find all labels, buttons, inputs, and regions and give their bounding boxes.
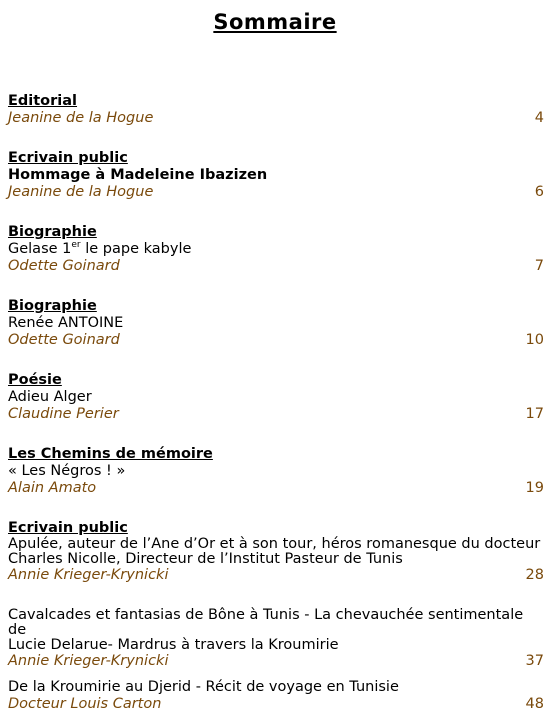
- page-number: 17: [525, 406, 544, 422]
- author-name: Odette Goinard: [8, 258, 120, 274]
- subject-text-continued: le pape kabyle: [80, 241, 192, 257]
- page-number: 19: [525, 480, 544, 496]
- author-name: Claudine Perier: [8, 406, 119, 422]
- page-title: Sommaire: [213, 10, 337, 34]
- author-row: [8, 696, 544, 713]
- author-name: Odette Goinard: [8, 332, 120, 348]
- toc-entry-chemins-de-memoire[interactable]: [8, 446, 544, 497]
- article-subject: De la Kroumirie au Djerid - Récit de voyage en Tunisie: [8, 679, 399, 695]
- author-name: Docteur Louis Carton: [8, 696, 162, 712]
- page-number: 37: [525, 653, 544, 669]
- page-number: 28: [525, 567, 544, 583]
- author-row: [8, 480, 544, 497]
- page-number: 6: [534, 184, 544, 200]
- article-subject-line1: Cavalcades et fantasias de Bône à Tunis - La chevauchée sentimentale de: [8, 607, 524, 638]
- toc-entry-biographie-gelase[interactable]: [8, 224, 544, 275]
- section-heading: Biographie: [8, 224, 97, 240]
- subject-text: Gelase 1: [8, 241, 72, 257]
- article-subject-line2: Lucie Delarue- Mardrus à travers la Kroumirie: [8, 637, 339, 653]
- section-heading: Ecrivain public: [8, 150, 128, 166]
- author-name: Jeanine de la Hogue: [8, 110, 154, 126]
- toc-entry-cavalcades[interactable]: [8, 608, 544, 670]
- toc-entry-poesie[interactable]: [8, 372, 544, 423]
- page-number: 48: [525, 696, 544, 712]
- author-row: [8, 406, 544, 423]
- author-row: [8, 258, 544, 275]
- article-subject: « Les Négros ! »: [8, 463, 126, 479]
- subject-superscript: er: [71, 240, 81, 251]
- author-row: [8, 653, 544, 670]
- author-name: Alain Amato: [8, 480, 97, 496]
- article-subject: Renée ANTOINE: [8, 315, 124, 331]
- toc-entry-ecrivain-public-apulee[interactable]: [8, 520, 544, 584]
- toc-entry-editorial[interactable]: [8, 93, 544, 127]
- article-subject: [8, 241, 544, 258]
- section-heading: Poésie: [8, 372, 62, 388]
- section-heading: Editorial: [8, 93, 78, 109]
- article-subject: Hommage à Madeleine Ibazizen: [8, 167, 268, 183]
- section-heading: Ecrivain public: [8, 520, 128, 536]
- section-heading: Biographie: [8, 298, 97, 314]
- toc-entry-biographie-antoine[interactable]: [8, 298, 544, 349]
- page-number: 7: [534, 258, 544, 274]
- author-row: [8, 567, 544, 584]
- author-name: Annie Krieger-Krynicki: [8, 653, 169, 669]
- page-number: 4: [534, 110, 544, 126]
- author-name: Annie Krieger-Krynicki: [8, 567, 169, 583]
- article-subject-line1: Apulée, auteur de l’Ane d’Or et à son tour, héros romanesque du docteur: [8, 536, 541, 552]
- author-name: Jeanine de la Hogue: [8, 184, 154, 200]
- author-row: [8, 184, 544, 201]
- toc-entry-kroumirie-djerid[interactable]: [8, 679, 544, 713]
- author-row: [8, 332, 544, 349]
- page-number: 10: [525, 332, 544, 348]
- section-heading: Les Chemins de mémoire: [8, 446, 213, 462]
- article-subject-line2: Charles Nicolle, Directeur de l’Institut Pasteur de Tunis: [8, 551, 403, 567]
- article-subject: Adieu Alger: [8, 389, 92, 405]
- author-row: [8, 110, 544, 127]
- toc-entry-ecrivain-public-hommage[interactable]: [8, 150, 544, 201]
